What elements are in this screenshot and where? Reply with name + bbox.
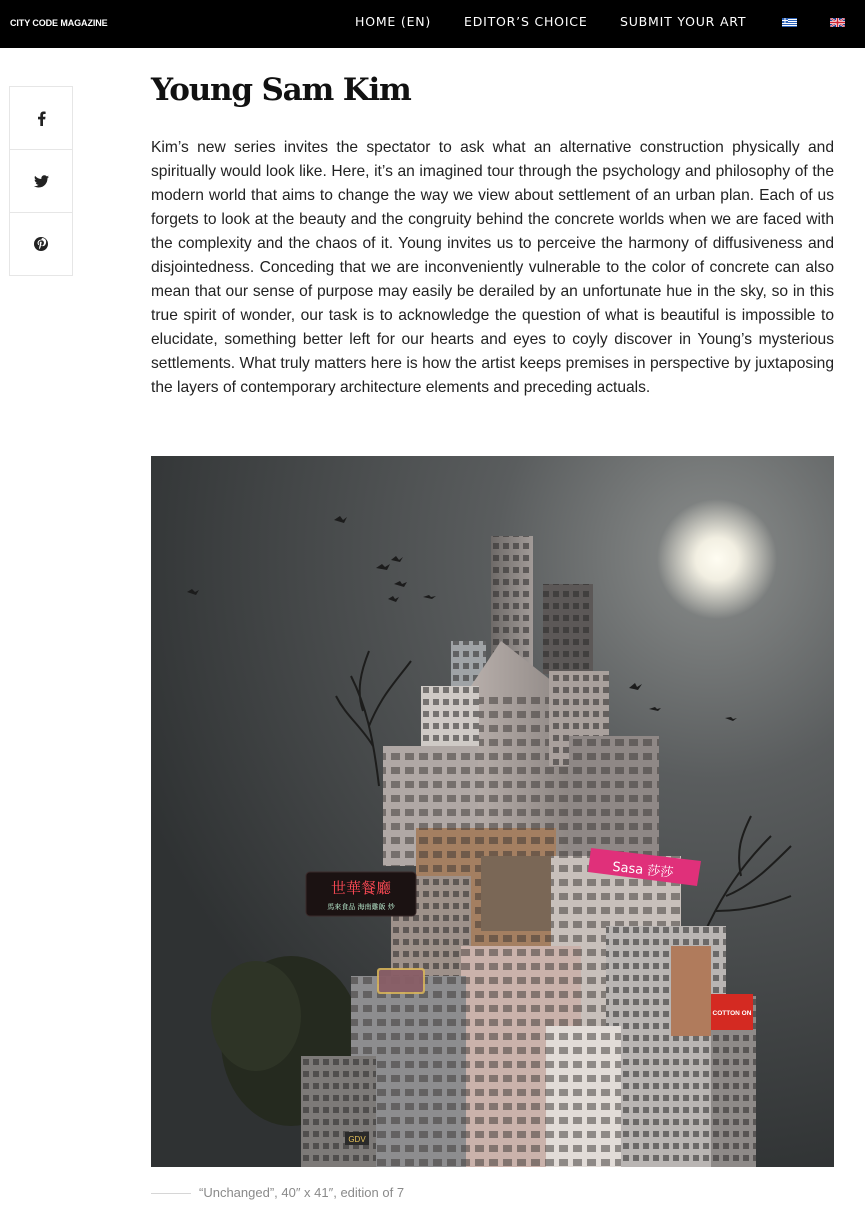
site-logo[interactable]: CITY CODE MAGAZINE <box>10 18 108 28</box>
svg-text:馬來食品 海南雞飯 炒: 馬來食品 海南雞飯 炒 <box>327 903 395 911</box>
nav-submit-your-art[interactable]: SUBMIT YOUR ART <box>620 14 747 29</box>
artwork-sign-gdv <box>345 1132 369 1145</box>
nav-editors-choice[interactable]: EDITOR’S CHOICE <box>464 14 588 29</box>
twitter-icon <box>34 175 49 188</box>
article-body: Kim’s new series invites the spectator to ask what an alternative construction physically and spiritually would look like. Here, it’s an imagined tour through the psychology and philosophy of the modern world that aims to change the way we view about settlement of an urban plan. Each of us forgets to look at the beauty and the congruity behind the concrete worlds when we are faced with the complexity and the chaos of it. Young invites us to perceive the harmony of diffusiveness and disjointedness. Conceding that we are inconveniently vulnerable to the color of concrete can also mean that our sense of purpose may easily be derailed by an unfortunate hue in the sky, so in this true spirit of wonder, our task is to acknowledge the question of what is beautiful is impossible to elucidate, something better left for our hearts and eyes to coyly discover in Young’s mysterious settlements. What truly matters here is how the artist keeps premises in perspective by juxtaposing the layers of contemporary architecture elements and preceding actuals. <box>151 139 834 396</box>
artwork-neon-sign-cotton-on <box>711 994 753 1030</box>
caption-divider <box>151 1193 191 1194</box>
nav-home[interactable]: HOME (EN) <box>355 14 432 29</box>
artwork-caption: “Unchanged”, 40″ x 41″, edition of 7 <box>199 1185 405 1200</box>
article-title: Young Sam Kim <box>151 72 411 108</box>
svg-text:Sasa 莎莎: Sasa 莎莎 <box>611 859 674 882</box>
svg-text:GDV: GDV <box>348 1135 366 1144</box>
pinterest-icon <box>34 237 48 251</box>
artwork-neon-sign-red <box>306 872 416 916</box>
svg-text:COTTON ON: COTTON ON <box>712 1010 752 1017</box>
artwork-image <box>151 456 834 1167</box>
uk-flag-icon[interactable] <box>830 18 845 27</box>
share-facebook-button[interactable] <box>10 87 72 150</box>
artwork-sun <box>657 499 777 619</box>
facebook-icon <box>37 111 46 126</box>
top-nav-bar <box>0 0 865 48</box>
share-twitter-button[interactable] <box>10 150 72 213</box>
svg-text:世華餐廳: 世華餐廳 <box>330 879 392 897</box>
greek-flag-icon[interactable] <box>782 18 797 27</box>
share-sidebar <box>9 86 73 276</box>
share-pinterest-button[interactable] <box>10 213 72 275</box>
